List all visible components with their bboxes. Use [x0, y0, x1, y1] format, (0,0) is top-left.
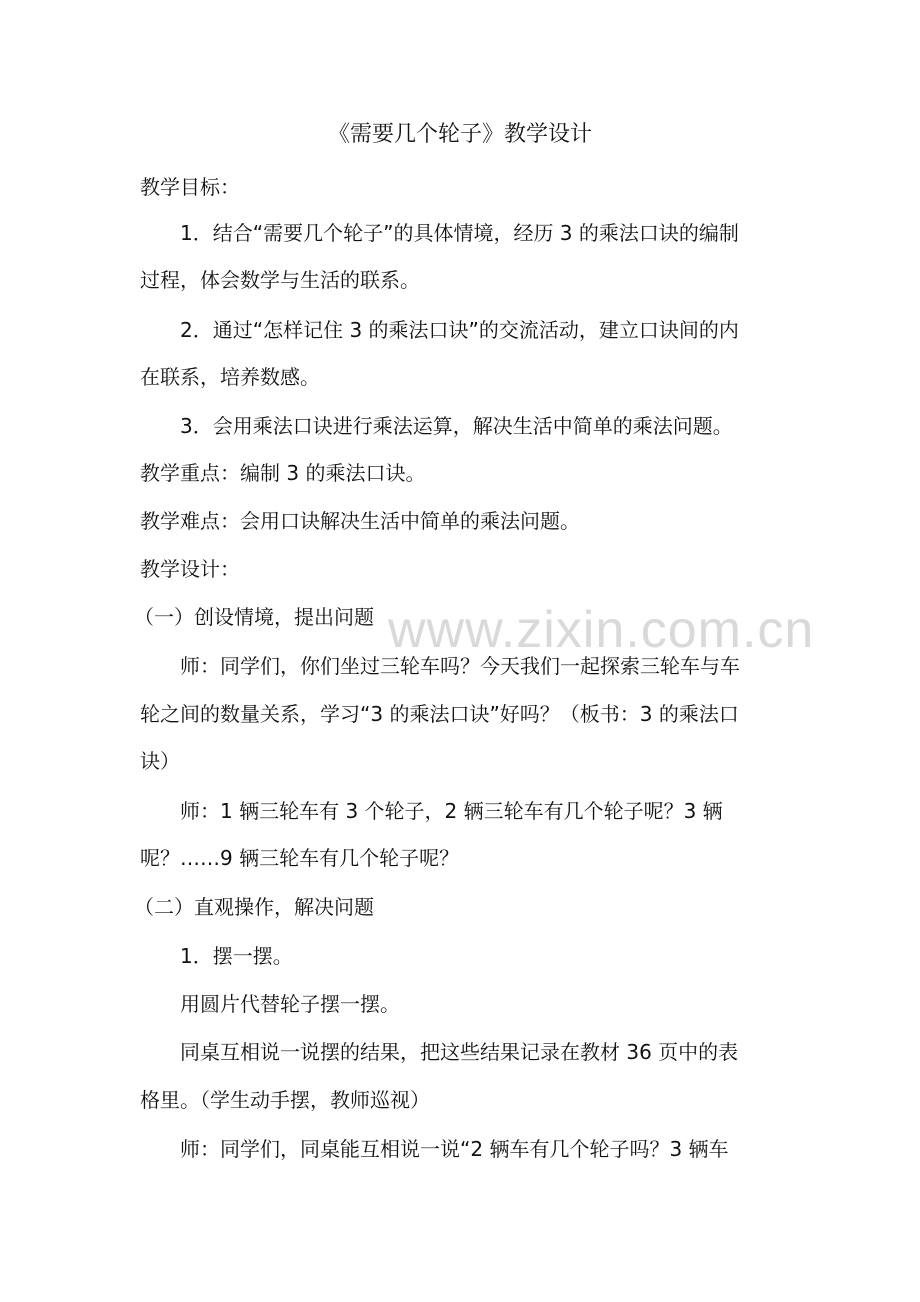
watermark: www.zixin.com.cn [388, 601, 815, 659]
teacher-2-line-1: 师：1 辆三轮车有 3 个轮子，2 辆三轮车有几个轮子呢？3 辆 [180, 799, 723, 823]
teacher-1-line-3: 诀） [140, 749, 180, 773]
section-1-heading: （一）创设情境，提出问题 [134, 605, 374, 629]
objective-1-line-1: 1．结合“需要几个轮子”的具体情境，经历 3 的乘法口诀的编制 [180, 221, 739, 245]
teacher-1-line-2: 轮之间的数量关系，学习“3 的乘法口诀”好吗？（板书：3 的乘法口 [140, 702, 739, 726]
section-2-heading: （二）直观操作，解决问题 [134, 895, 374, 919]
teacher-1-line-1: 师：同学们，你们坐过三轮车吗？今天我们一起探索三轮车与车 [180, 654, 740, 678]
objective-1-line-2: 过程，体会数学与生活的联系。 [140, 268, 420, 292]
objective-3-line-1: 3．会用乘法口诀进行乘法运算，解决生活中简单的乘法问题。 [180, 414, 733, 438]
design-heading: 教学设计： [140, 557, 240, 581]
partner-line-2: 格里。（学生动手摆，教师巡视） [140, 1088, 430, 1112]
teacher-3-line-1: 师：同学们，同桌能互相说一说“2 辆车有几个轮子吗？3 辆车 [180, 1137, 729, 1161]
objective-2-line-1: 2．通过“怎样记住 3 的乘法口诀”的交流活动，建立口诀间的内 [180, 318, 739, 342]
step-1-detail: 用圆片代替轮子摆一摆。 [180, 992, 400, 1016]
partner-line-1: 同桌互相说一说摆的结果，把这些结果记录在教材 36 页中的表 [180, 1040, 739, 1064]
difficult-point: 教学难点：会用口诀解决生活中简单的乘法问题。 [140, 509, 580, 533]
teacher-2-line-2: 呢？……9 辆三轮车有几个轮子呢？ [140, 846, 460, 870]
objective-2-line-2: 在联系，培养数感。 [140, 365, 320, 389]
objectives-heading: 教学目标： [140, 175, 240, 199]
key-point: 教学重点：编制 3 的乘法口诀。 [140, 461, 426, 485]
document-title: 《需要几个轮子》教学设计 [327, 122, 592, 147]
step-1: 1．摆一摆。 [180, 944, 293, 968]
